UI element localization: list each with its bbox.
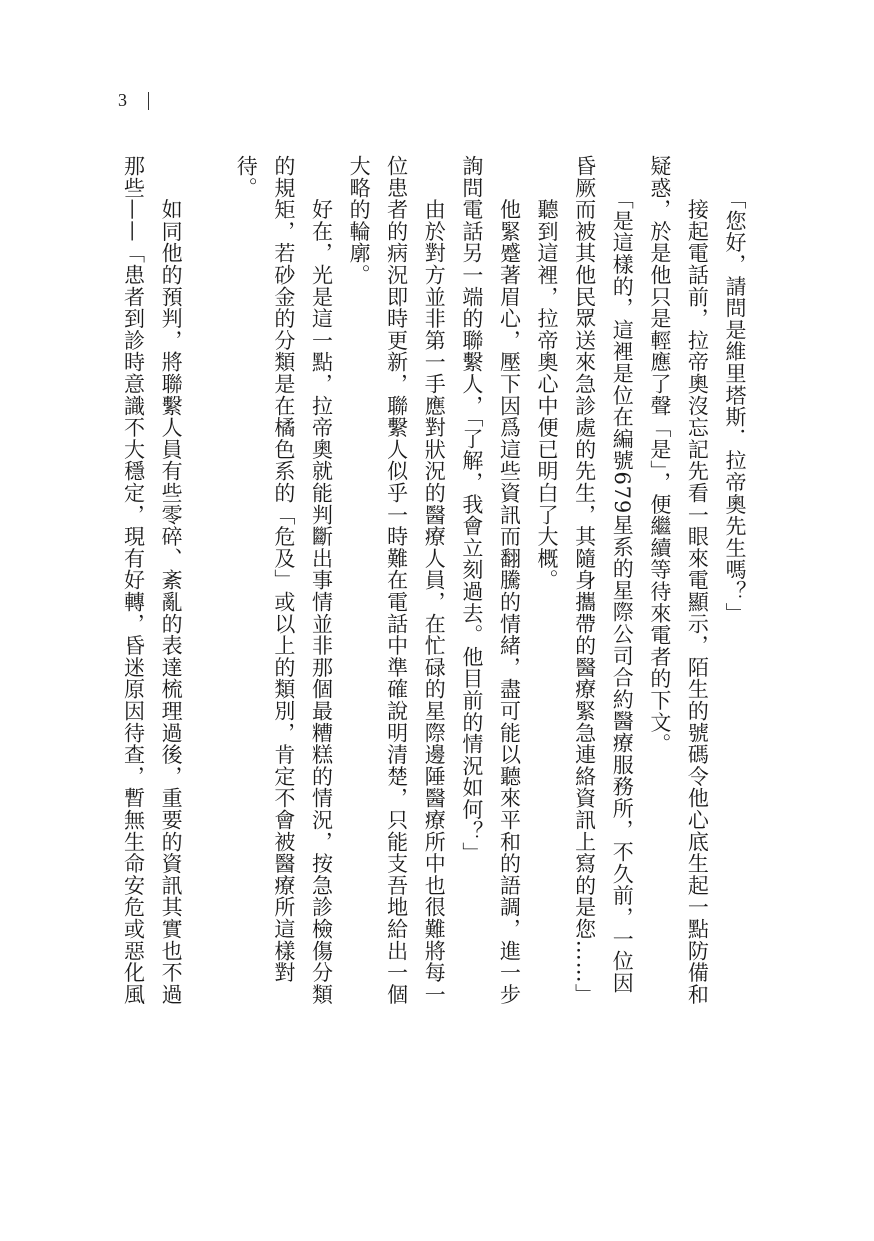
text-line: 位患者的病況即時更新，聯繫人似乎一時難在電話中準確說明清楚，只能支吾地給出一個 bbox=[384, 155, 409, 1006]
text-line: 「您好，請問是維里塔斯．拉帝奧先生嗎？」 bbox=[723, 155, 747, 625]
text-line: 他緊蹙著眉心，壓下因爲這些資訊而翻騰的情緒，盡可能以聽來平和的語調，進一步 bbox=[497, 155, 522, 1006]
text-line: 疑惑，於是他只是輕應了聲「是」，便繼續等待來電者的下文。 bbox=[647, 155, 672, 755]
text-line: 好在，光是這一點，拉帝奧就能判斷出事情並非那個最糟糕的情況，按急診檢傷分類 bbox=[309, 155, 334, 1006]
text-line: 「是這樣的，這裡是位在編號679星系的星際公司合約醫療服務所，不久前，一位因 bbox=[610, 155, 635, 994]
text-line: 昏厥而被其他民眾送來急診處的先生，其隨身攜帶的醫療緊急連絡資訊上寫的是您……」 bbox=[572, 155, 597, 1006]
text-line: 由於對方並非第一手應對狀況的醫療人員，在忙碌的星際邊陲醫療所中也很難將每一 bbox=[422, 155, 447, 1006]
text-line bbox=[189, 155, 227, 1035]
text-line: 那些——「患者到診時意識不大穩定，現有好轉，昏迷原因待查，暫無生命安危或惡化風 bbox=[121, 155, 146, 1006]
text-line: 如同他的預判，將聯繫人員有些零碎、紊亂的表達梳理過後，重要的資訊其實也不過 bbox=[159, 155, 184, 1006]
text-line: 大略的輪廓。 bbox=[347, 155, 372, 286]
text-line: 詢問電話另一端的聯繫人，「了解，我會立刻過去。他目前的情況如何？」 bbox=[459, 155, 484, 864]
header-divider bbox=[148, 92, 149, 110]
page-number: 3 bbox=[118, 90, 127, 110]
text-line: 的規矩，若砂金的分類是在橘色系的「危及」或以上的類別，肯定不會被醫療所這樣對 bbox=[271, 155, 296, 984]
text-line: 待。 bbox=[234, 155, 259, 199]
text-line: 聽到這裡，拉帝奧心中便已明白了大概。 bbox=[535, 155, 560, 591]
text-line: 接起電話前，拉帝奧沒忘記先看一眼來電顯示，陌生的號碼令他心底生起一點防備和 bbox=[685, 155, 710, 1006]
body-text bbox=[113, 155, 753, 1035]
